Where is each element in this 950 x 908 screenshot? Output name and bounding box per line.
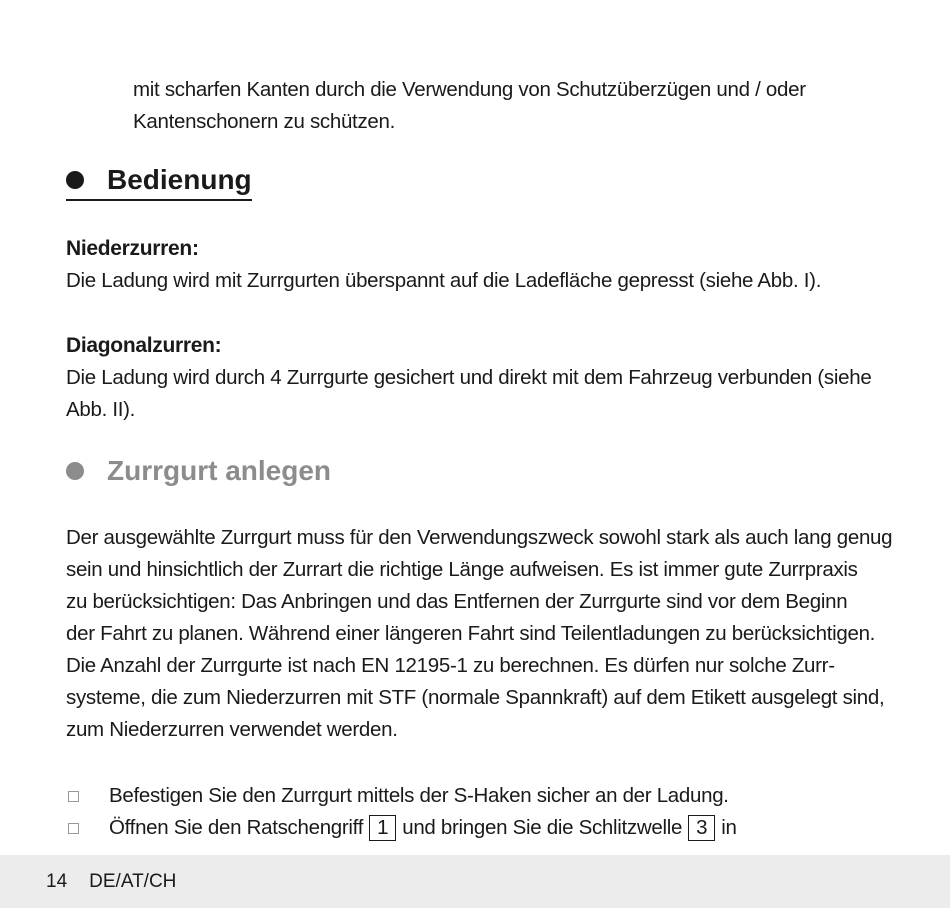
section-niederzurren — [66, 233, 896, 297]
checkbox-square-icon — [68, 823, 79, 834]
paragraph-line: Der ausgewählte Zurrgurt muss für den Verwendungszweck sowohl stark als auch lang genug — [66, 526, 893, 549]
paragraph-line: zum Niederzurren verwendet werden. — [66, 718, 398, 741]
heading-text: Zurrgurt anlegen — [107, 455, 332, 486]
continuation-line: Kantenschonern zu schützen. — [133, 110, 395, 133]
heading-bedienung — [66, 164, 252, 201]
section-line: Die Ladung wird durch 4 Zurrgurte gesichert und direkt mit dem Fahrzeug verbunden (siehe — [66, 366, 872, 389]
step-text-part: in — [721, 816, 737, 839]
step-text — [109, 812, 737, 844]
part-reference-badge: 3 — [688, 815, 715, 841]
body-paragraph — [66, 522, 896, 746]
continuation-text — [133, 74, 893, 138]
section-line: Die Ladung wird mit Zurrgurten überspannt auf die Ladefläche gepresst (siehe Abb. I). — [66, 269, 822, 292]
heading-text: Bedienung — [107, 164, 252, 195]
bullet-icon — [66, 462, 84, 480]
step-item — [66, 780, 896, 812]
step-item — [66, 812, 896, 844]
step-text: Befestigen Sie den Zurrgurt mittels der S-Haken sicher an der Ladung. — [109, 784, 729, 807]
paragraph-line: systeme, die zum Niederzurren mit STF (normale Spannkraft) auf dem Etikett ausgelegt sind, — [66, 686, 885, 709]
step-text-part: Öffnen Sie den Ratschengriff — [109, 816, 364, 839]
checkbox-square-icon — [68, 791, 79, 802]
section-line: Abb. II). — [66, 398, 136, 421]
section-title: Niederzurren: — [66, 237, 199, 260]
bullet-icon — [66, 171, 84, 189]
page-number: 14 — [46, 870, 68, 892]
paragraph-line: sein und hinsichtlich der Zurrart die richtige Länge aufweisen. Es ist immer gute Zurrpraxis — [66, 558, 858, 581]
page-footer — [0, 855, 950, 908]
paragraph-line: der Fahrt zu planen. Während einer längeren Fahrt sind Teilentladungen zu berücksichtigen. — [66, 622, 876, 645]
step-list — [66, 780, 896, 844]
paragraph-line: Die Anzahl der Zurrgurte ist nach EN 12195-1 zu berechnen. Es dürfen nur solche Zurr- — [66, 654, 835, 677]
section-diagonalzurren — [66, 330, 896, 426]
paragraph-line: zu berücksichtigen: Das Anbringen und das Entfernen der Zurrgurte sind vor dem Beginn — [66, 590, 848, 613]
continuation-line: mit scharfen Kanten durch die Verwendung von Schutzüberzügen und / oder — [133, 78, 806, 101]
locale-label: DE/AT/CH — [89, 870, 177, 892]
step-text-part: und bringen Sie die Schlitzwelle — [402, 816, 683, 839]
part-reference-badge: 1 — [369, 815, 396, 841]
section-title: Diagonalzurren: — [66, 334, 222, 357]
heading-zurrgurt-anlegen — [66, 455, 331, 487]
